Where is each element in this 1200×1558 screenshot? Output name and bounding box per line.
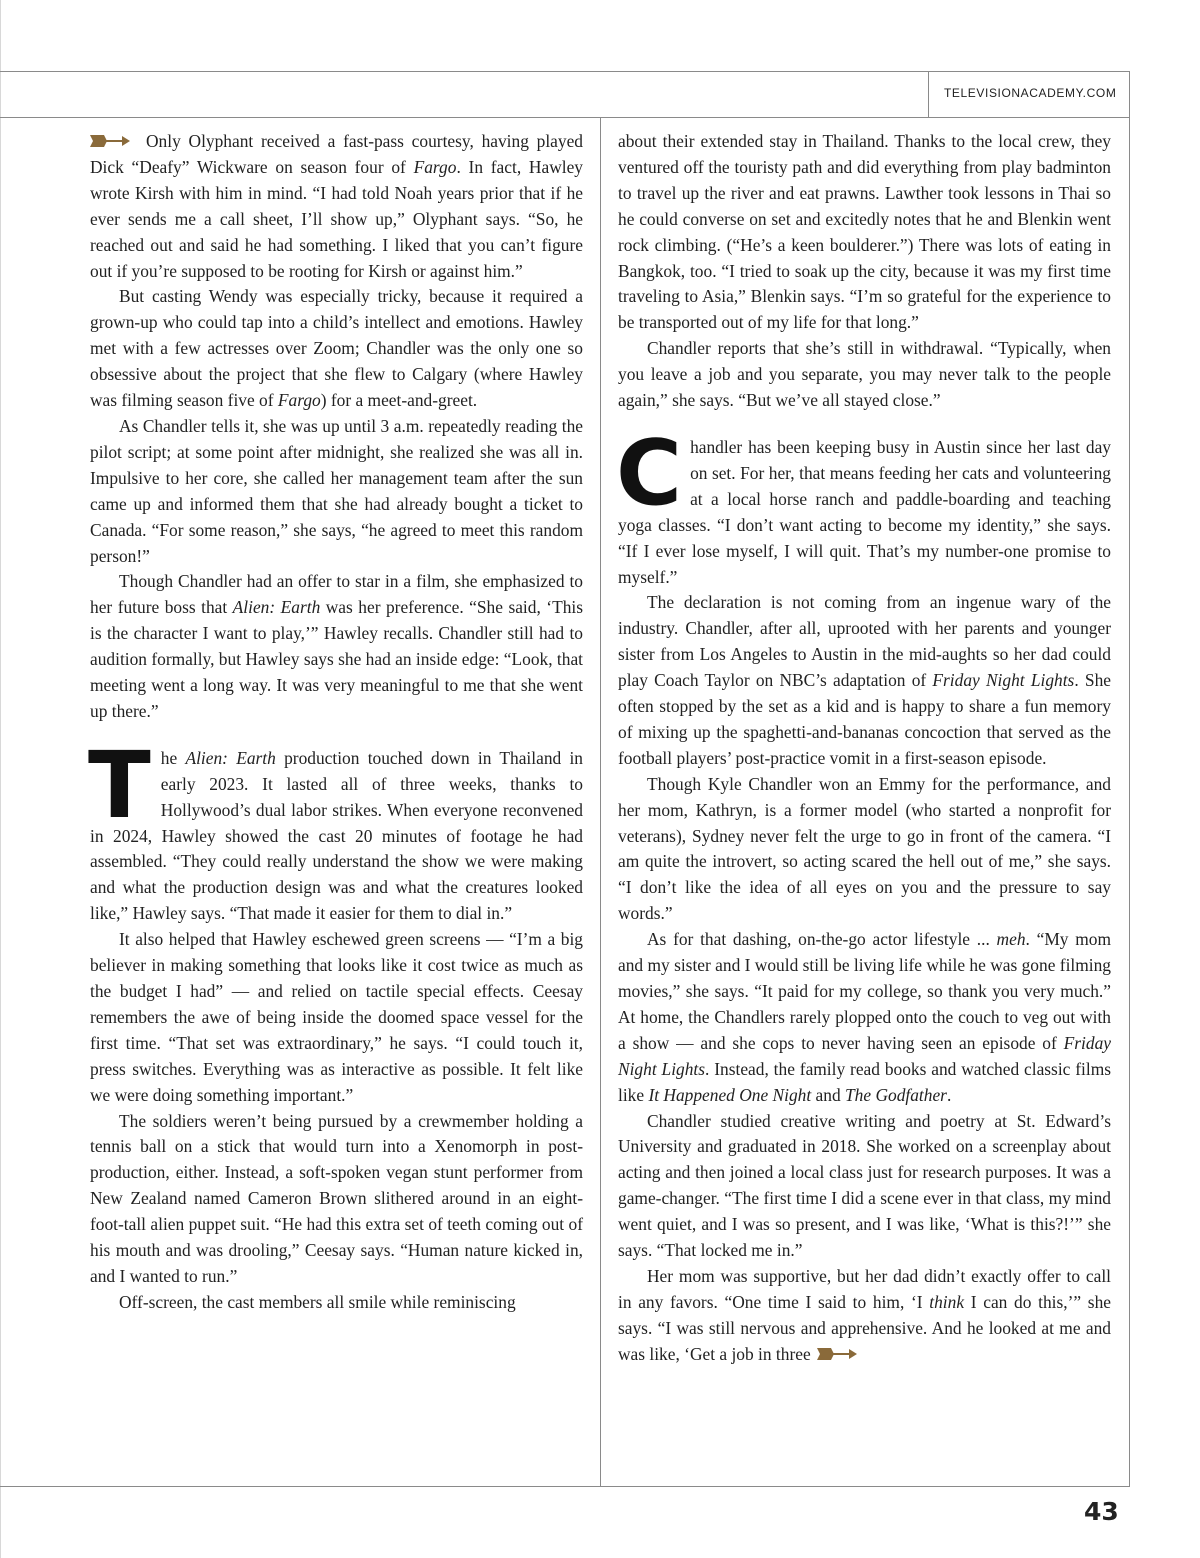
header-rule-top <box>0 71 1130 72</box>
paragraph: about their extended stay in Thailand. Thanks to the local crew, they ventured off the touristy path and did everything from play badminton to travel up the river and eat prawns. Lawther took lessons in Thai so he could converse on set and excitedly notes that he and Blenkin went rock climbing. (“He’s a keen boulderer.”) There was lots of eating in Bangkok, too. “I tried to soak up the city, because it was my first time traveling to Asia,” Blenkin says. “I’m so grateful for the experience to be transported out of my life for that long.” <box>618 131 1111 333</box>
paragraph: Off-screen, the cast members all smile while reminiscing <box>119 1291 516 1312</box>
paragraph: But casting Wendy was especially tricky, because it required a grown-up who could tap into a child’s intellect and emotions. Hawley met with a few actresses over Zoom; Chandler was the only one so obsessive about the project that she flew to Calgary (where Hawley was filming season five of Fargo) for a meet-and-greet. <box>90 286 583 411</box>
right-column <box>618 129 1111 1368</box>
drop-cap: C <box>616 420 683 526</box>
column-separator <box>600 118 601 1486</box>
page-number: 43 <box>1084 1497 1119 1526</box>
site-url: TELEVISIONACADEMY.COM <box>944 86 1117 100</box>
paragraph: As Chandler tells it, she was up until 3 a.m. repeatedly reading the pilot script; at some point after midnight, she realized she was all in. Impulsive to her core, she called her management team after the sun came up and informed them that she had already bought a ticket to Canada. “For some reason,” she says, “he agreed to meet this random person!” <box>90 415 583 566</box>
paragraph: The soldiers weren’t being pursued by a crewmember holding a tennis ball on a stick that would turn into a Xenomorph in post-production, either. Instead, a soft-spoken vegan stunt performer from New Zealand named Cameron Brown slithered around in an eight-foot-tall alien puppet suit. “He had this extra set of teeth coming out of his mouth and was drooling,” Ceesay says. “Human nature kicked in, and I wanted to run.” <box>90 1110 583 1286</box>
paragraph: Chandler studied creative writing and poetry at St. Edward’s University and graduated in 2018. She worked on a screenplay about acting and then joined a local class just for research purposes. It was a game-changer. “The first time I did a scene ever in that class, my mind went quiet, and I was so present, and I was like, ‘What is this?!’” she says. “That locked me in.” <box>618 1110 1111 1261</box>
header-rule-bottom <box>0 117 1130 118</box>
arrow-icon <box>90 134 130 148</box>
page-edge <box>0 0 1 1558</box>
section-paragraph: Chandler has been keeping busy in Austin since her last day on set. For her, that means feeding her cats and volunteering at a local horse ranch and paddle-boarding and teaching yoga classes. “I don’t want acting to become my identity,” she says. “If I ever lose myself, I will quit. That’s my number-one promise to myself.” <box>616 420 1111 587</box>
paragraph: Though Chandler had an offer to star in a film, she emphasized to her future boss that Alien: Earth was her preference. “She said, ‘This is the character I want to play,’” Hawley recalls. Chandler still had to audition formally, but Hawley says she had an inside edge: “Look, that meeting went a long way. It was very meaningful to me that she went up there.” <box>90 571 584 721</box>
paragraph: As for that dashing, on-the-go actor lifestyle ... meh. “My mom and my sister and I would still be living life while he was gone filming movies,” she says. “It paid for my college, so thank you very much.” At home, the Chandlers rarely plopped onto the couch to veg out with a show — and she cops to never having seen an episode of Friday Night Lights. Instead, the family read books and watched classic films like It Happened One Night and The Godfather. <box>618 929 1112 1105</box>
header-separator <box>928 71 929 117</box>
right-margin-rule <box>1129 71 1130 1487</box>
footer-rule <box>0 1486 1130 1487</box>
paragraph: Her mom was supportive, but her dad didn’t exactly offer to call in any favors. “One time I said to him, ‘I think I can do this,’” she says. “I was still nervous and apprehensive. And he looked at me and was like, ‘Get a job in three <box>618 1265 1111 1364</box>
drop-cap: T <box>88 731 151 839</box>
paragraph: Chandler reports that she’s still in withdrawal. “Typically, when you leave a job and you separate, you may never talk to the people again,” she says. “But we’ve all stayed close.” <box>618 338 1111 411</box>
continue-arrow-icon <box>817 1347 857 1361</box>
paragraph: Though Kyle Chandler won an Emmy for the performance, and her mom, Kathryn, is a former model (who started a nonprofit for veterans), Sydney never felt the urge to go in front of the camera. “I am quite the introvert, so acting scared the hell out of me,” she says. “I don’t like the idea of all eyes on you and the pressure to say words.” <box>618 773 1111 924</box>
section-paragraph: The Alien: Earth production touched down in Thailand in early 2023. It lasted all of three weeks, thanks to Hollywood’s dual labor strikes. When everyone reconvened in 2024, Hawley showed the cast 20 minutes of footage he had assembled. “They could really understand the show we were making and what the production design was and what the creatures looked like,” Hawley says. “That made it easier for them to dial in.” <box>88 731 584 924</box>
paragraph: The declaration is not coming from an ingenue wary of the industry. Chandler, after all, uprooted with her parents and younger sister from Los Angeles to Austin in the mid-aughts so her dad could play Coach Taylor on NBC’s adaptation of Friday Night Lights. She often stopped by the set as a kid and is happy to share a fun memory of mixing up the spaghetti-and-bananas concoction that served as the football players’ post-practice vomit in a first-season episode. <box>618 592 1111 768</box>
paragraph: It also helped that Hawley eschewed green screens — “I’m a big believer in making something that looks like it cost twice as much as the budget I had” — and relied on tactile special effects. Ceesay remembers the awe of being inside the doomed space vessel for the first time. “That set was extraordinary,” he says. “I could touch it, press switches. Everything was as interactive as possible. It felt like we were doing something important.” <box>90 929 583 1105</box>
paragraph: Only Olyphant received a fast-pass courtesy, having played Dick “Deafy” Wickware on season four of Fargo. In fact, Hawley wrote Kirsh with him in mind. “I had told Noah years prior that if he ever sends me a call sheet, I’ll show up,” Olyphant says. “So, he reached out and said he had something. I liked that you can’t figure out if you’re supposed to be rooting for Kirsh or against him.” <box>90 131 583 281</box>
left-column <box>90 129 583 1316</box>
